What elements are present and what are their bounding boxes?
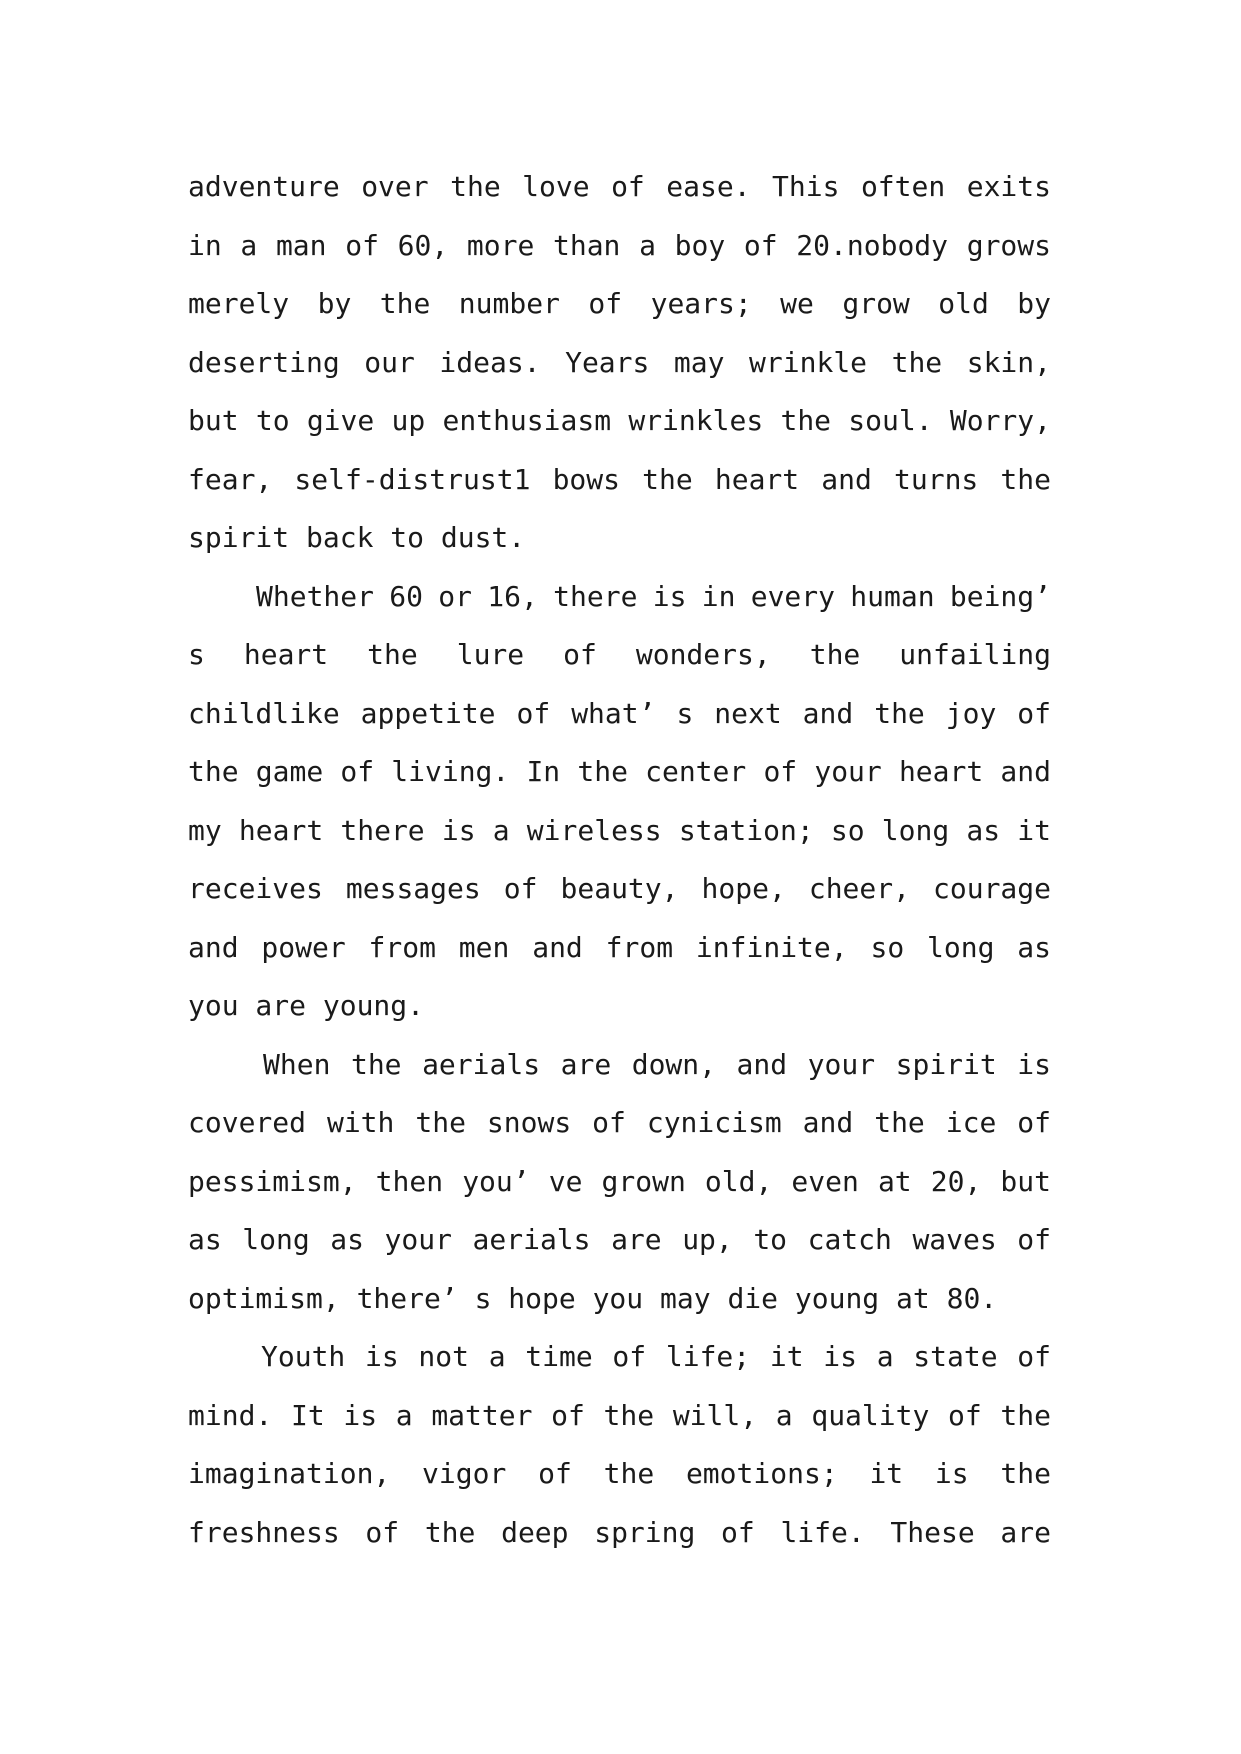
- text-line: deserting our ideas. Years may wrinkle the skin,: [188, 345, 1051, 379]
- text-line: fear, self-distrust1 bows the heart and turns the: [188, 462, 1051, 496]
- text-line: but to give up enthusiasm wrinkles the soul. Worry,: [188, 404, 1051, 437]
- text-line: the game of living. In the center of your heart and: [188, 755, 1051, 788]
- text-line: merely by the number of years; we grow old by: [188, 287, 1051, 320]
- text-line: in a man of 60, more than a boy of 20.nobody grows: [188, 228, 1051, 262]
- text-line: s heart the lure of wonders, the unfailing: [188, 638, 1051, 671]
- text-line: my heart there is a wireless station; so long as it: [188, 813, 1051, 847]
- text-line: pessimism, then you’ ve grown old, even at 20, but: [188, 1164, 1051, 1198]
- text-line: imagination, vigor of the emotions; it is the: [188, 1457, 1051, 1490]
- text-line: as long as your aerials are up, to catch waves of: [188, 1223, 1051, 1256]
- text-line: covered with the snows of cynicism and the ice of: [188, 1106, 1051, 1139]
- text-line: freshness of the deep spring of life. These are: [188, 1515, 1051, 1549]
- text-line: receives messages of beauty, hope, cheer, courage: [188, 872, 1051, 905]
- text-line: optimism, there’ s hope you may die young at 80.: [188, 1281, 998, 1315]
- text-line: and power from men and from infinite, so long as: [188, 930, 1051, 964]
- text-line: mind. It is a matter of the will, a quality of the: [188, 1398, 1051, 1432]
- body-text: [188, 158, 1051, 1562]
- text-line: adventure over the love of ease. This often exits: [188, 170, 1051, 203]
- text-line: Whether 60 or 16, there is in every human being’: [256, 579, 1052, 613]
- text-line: you are young.: [188, 989, 425, 1022]
- text-line: childlike appetite of what’ s next and the joy of: [188, 696, 1051, 730]
- text-line: spirit back to dust.: [188, 521, 526, 554]
- text-line: When the aerials are down, and your spirit is: [263, 1047, 1051, 1081]
- text-line: Youth is not a time of life; it is a state of: [261, 1340, 1051, 1373]
